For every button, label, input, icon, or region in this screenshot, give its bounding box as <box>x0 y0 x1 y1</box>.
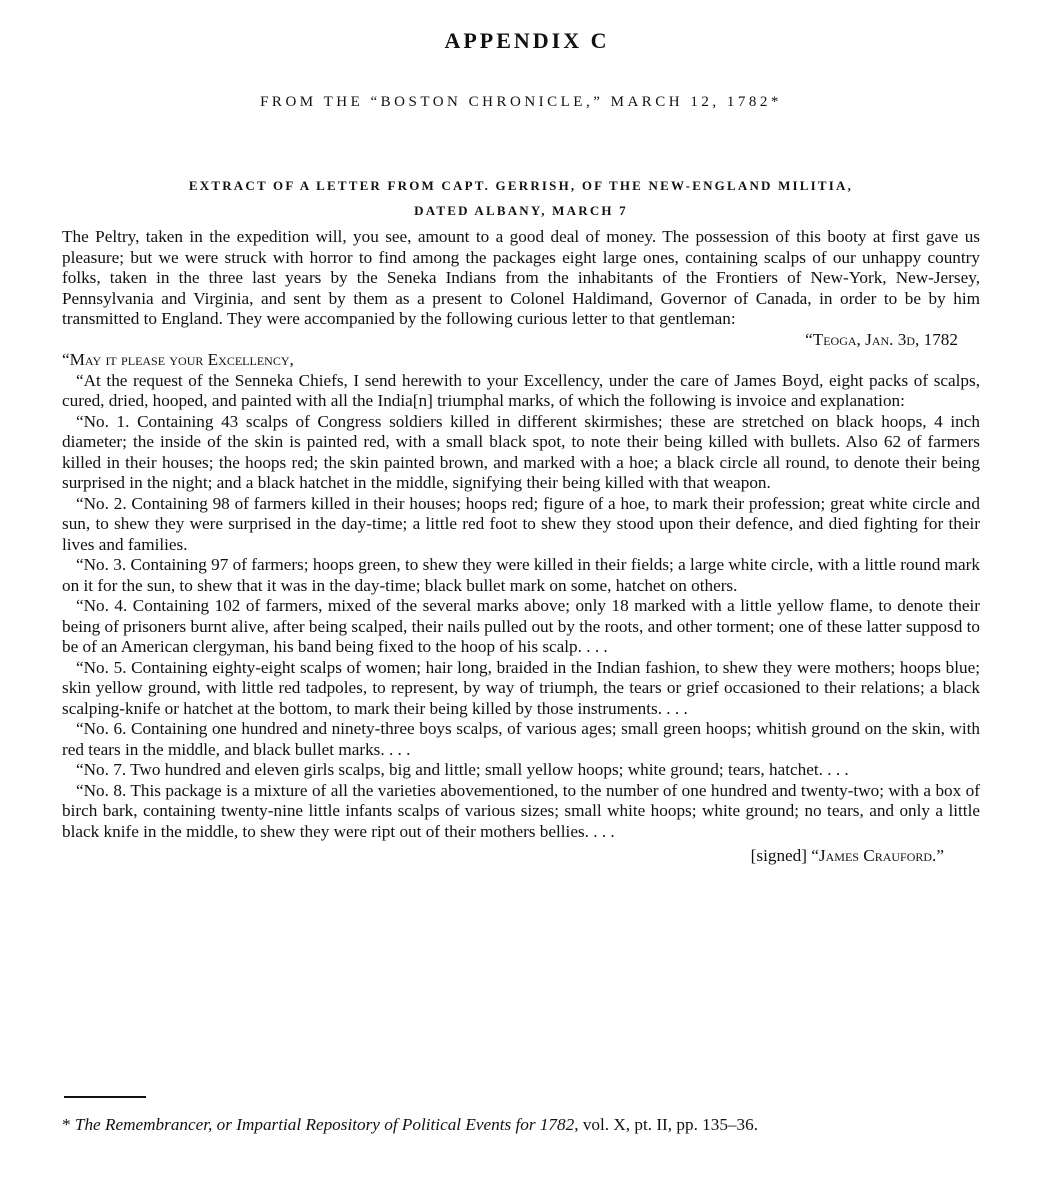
letter-paragraph-no-1: “No. 1. Containing 43 scalps of Congress soldiers killed in different skirmishes; these are stretched on black hoops, 4 inch diameter; the inside of the skin is painted red, with a small black spot, to note their being killed with bullets. Also 62 of farmers killed in their houses; the hoops red; the skin painted brown, and marked with a hoe; a black circle all round, to denote their being surprised in the night; and a black hatchet in the middle, signifying their being killed with that weapon. <box>62 411 980 492</box>
letter-paragraph-no-7: “No. 7. Two hundred and eleven girls scalps, big and little; small yellow hoops; white ground; tears, hatchet. . . . <box>76 760 849 779</box>
extract-heading-line-1: EXTRACT OF A LETTER FROM CAPT. GERRISH, OF THE NEW-ENGLAND MILITIA, <box>188 178 854 193</box>
footnote <box>62 1114 980 1135</box>
letter-paragraph-intro: “At the request of the Senneka Chiefs, I send herewith to your Excellency, under the care of James Boyd, eight packs of scalps, cured, dried, hooped, and painted with all the India[n] triumphal marks, of which the following is invoice and explanation: <box>62 370 980 410</box>
letter-paragraph-no-6: “No. 6. Containing one hundred and ninety-three boys scalps, of various ages; small green hoops; whitish ground on the skin, with red tears in the middle, and black bullet marks. . . . <box>62 719 980 759</box>
source-line: FROM THE “BOSTON CHRONICLE,” MARCH 12, 1782* <box>260 94 782 110</box>
extract-heading <box>62 173 980 223</box>
letter-paragraph-no-2: “No. 2. Containing 98 of farmers killed in their houses; hoops red; figure of a hoe, to mark their profession; great white circle and sun, to shew they were surprised in the day-time; a little red foot to shew they stood upon their defence, and died fighting for their lives and families. <box>62 493 980 554</box>
signature <box>62 846 944 867</box>
footnote-title: The Remembrancer, or Impartial Repository of Political Events for 1782 <box>74 1115 575 1134</box>
footnote-citation: , vol. X, pt. II, pp. 135–36. <box>574 1115 759 1134</box>
extract-heading-line-2: DATED ALBANY, MARCH 7 <box>414 203 628 218</box>
letter-paragraph-no-3: “No. 3. Containing 97 of farmers; hoops green, to shew they were killed in their fields; a large white circle, with a little round mark on it for the sun, to shew that it was in the day-time; black bullet mark on some, hatchet on others. <box>62 555 980 595</box>
salutation: “May it please your Excellency, <box>62 350 294 369</box>
signature-prefix: [signed] <box>750 846 812 865</box>
letter-paragraph-no-5: “No. 5. Containing eighty-eight scalps of women; hair long, braided in the Indian fashion, to shew they were mothers; hoops blue; skin yellow ground, with little red tadpoles, to represent, by way of triumph, the tears or grief occasioned to their relations; a black scalping-knife or hatchet at the bottom, to mark their being killed by those instruments. . . . <box>62 657 980 718</box>
footnote-marker: * <box>62 1115 75 1134</box>
footnote-rule <box>64 1096 146 1098</box>
dateline: “Teoga, Jan. 3d, 1782 <box>805 329 958 349</box>
letter-paragraph-no-8: “No. 8. This package is a mixture of all the varieties abovementioned, to the number of one hundred and twenty-two; with a box of birch bark, containing twenty-nine little infants scalps of various sizes; small white hoops; white ground; no tears, and only a little black knife in the middle, to shew they were ript out of their mothers bellies. . . . <box>62 780 980 841</box>
letter-paragraph-no-4: “No. 4. Containing 102 of farmers, mixed of the several marks above; only 18 marked with a little yellow flame, to denote their being of prisoners burnt alive, after being scalped, their nails pulled out by the roots, and other torment; one of these latter supposd to be of an American clergyman, his band being fixed to the hoop of his scalp. . . . <box>62 596 980 656</box>
appendix-title: APPENDIX C <box>444 28 610 53</box>
intro-paragraph: The Peltry, taken in the expedition will, you see, amount to a good deal of money. The possession of this booty at first gave us pleasure; but we were struck with horror to find among the packages eight large ones, containing scalps of our unhappy country folks, taken in the three last years by the Seneka Indians from the inhabitants of the Frontiers of New-York, New-Jersey, Pennsylvania and Virginia, and sent by them as a present to Colonel Haldimand, Governor of Canada, in order to be by him transmitted to England. They were accompanied by the following curious letter to that gentleman: <box>62 227 980 328</box>
signature-name: “James Crauford.” <box>811 846 944 865</box>
